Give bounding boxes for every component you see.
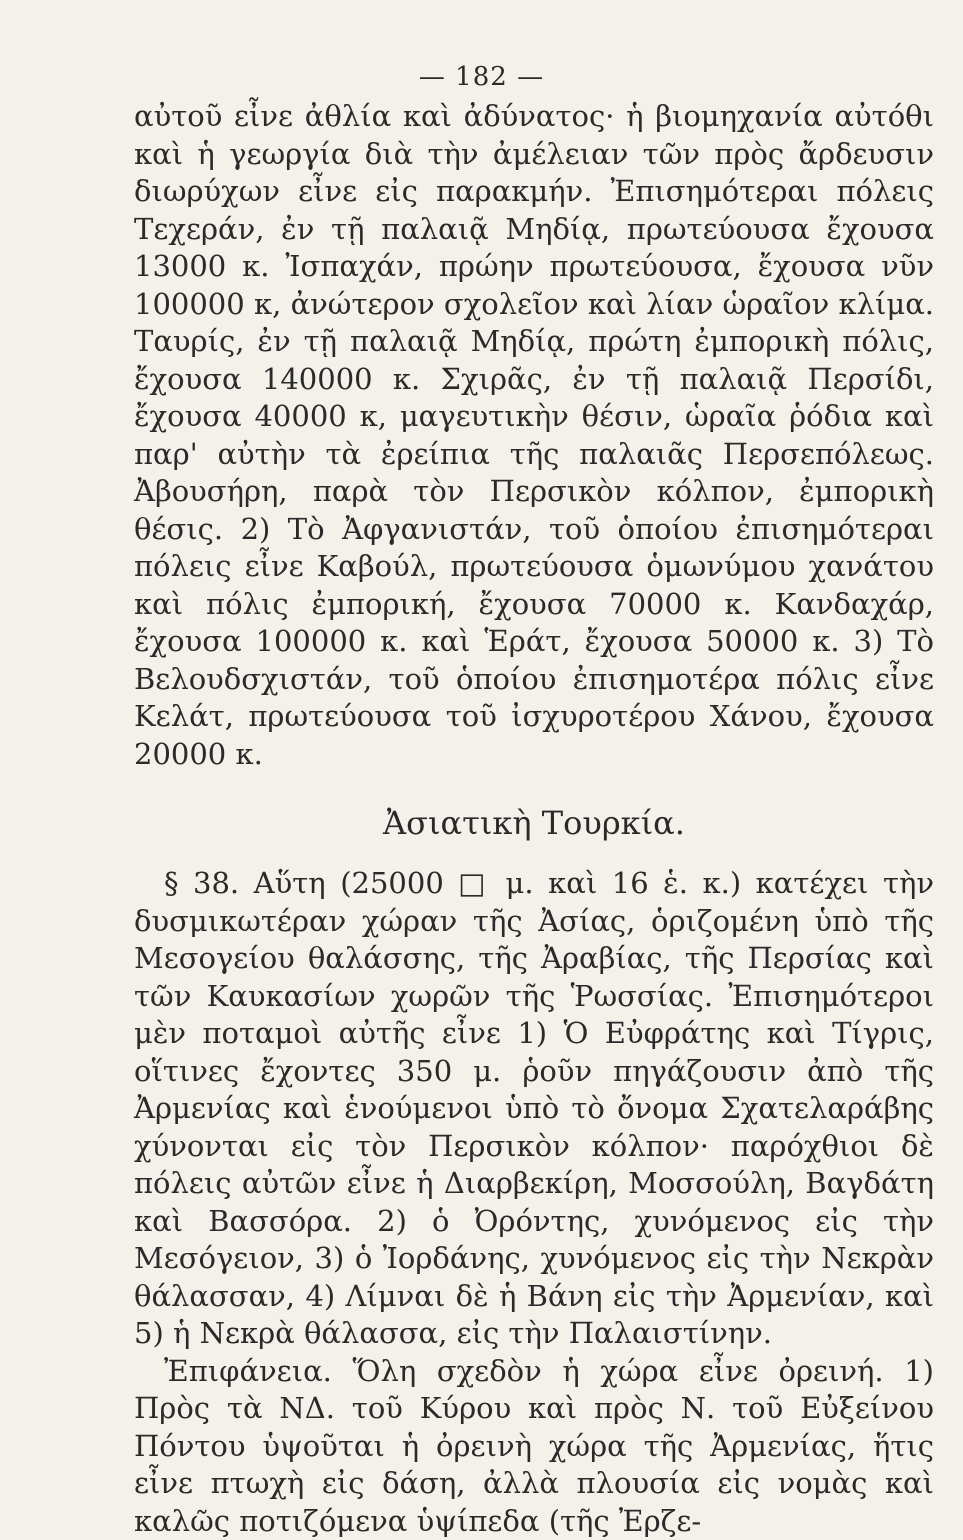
paragraph-1: αὐτοῦ εἶνε ἀθλία καὶ ἀδύνατος· ἡ βιομηχανία αὐτόθι καὶ ἡ γεωργία διὰ τὴν ἀμέλειαν τῶν πρὸς ἄρδευσιν διωρύχων εἶνε εἰς παρακμήν. Ἐπισημότεραι πόλεις Τεχεράν, ἐν τῇ παλαιᾷ Μηδίᾳ, πρωτεύουσα ἔχουσα 13000 κ. Ἰσπαχάν, πρώην πρωτεύουσα, ἔχουσα νῦν 100000 κ, ἀνώτερον σχολεῖον καὶ λίαν ὡραῖον κλίμα. Ταυρίς, ἐν τῇ παλαιᾷ Μηδίᾳ, πρώτη ἐμπορικὴ πόλις, ἔχουσα 140000 κ. Σχιρᾶς, ἐν τῇ παλαιᾷ Περσίδι, ἔχουσα 40000 κ, μαγευτικὴν θέσιν, ὡραῖα ῥόδια καὶ παρ' αὐτὴν τὰ ἐρείπια τῆς παλαιᾶς Περσεπόλεως. Ἀβουσήρη, παρὰ τὸν Περσικὸν κόλπον, ἐμπορικὴ θέσις. 2) Τὸ Ἀφγανιστάν, τοῦ ὁποίου ἐπισημότεραι πόλεις εἶνε Καβούλ, πρωτεύουσα ὁμωνύμου χανάτου καὶ πόλις ἐμπορική, ἔχουσα 70000 κ. Κανδαχάρ, ἔχουσα 100000 κ. καὶ Ἑράτ, ἔχουσα 50000 κ. 3) Τὸ Βελουδσχιστάν, τοῦ ὁποίου ἐπισημοτέρα πόλις εἶνε Κελάτ, πρωτεύουσα τοῦ ἰσχυροτέρου Χάνου, ἔχουσα 20000 κ.	[134, 98, 934, 773]
page-body	[134, 98, 934, 1540]
section-heading: Ἀσιατικὴ Τουρκία.	[134, 801, 934, 845]
paragraph-2: § 38. Αὕτη (25000 □ μ. καὶ 16 ἑ. κ.) κατέχει τὴν δυσμικωτέραν χώραν τῆς Ἀσίας, ὁριζομένη ὑπὸ τῆς Μεσογείου θαλάσσης, τῆς Ἀραβίας, τῆς Περσίας καὶ τῶν Καυκασίων χωρῶν τῆς Ῥωσσίας. Ἐπισημότεροι μὲν ποταμοὶ αὐτῆς εἶνε 1) Ὁ Εὐφράτης καὶ Τίγρις, οἵτινες ἔχοντες 350 μ. ῥοῦν πηγάζουσιν ἀπὸ τῆς Ἀρμενίας καὶ ἑνούμενοι ὑπὸ τὸ ὄνομα Σχατελαράβης χύνονται εἰς τὸν Περσικὸν κόλπον· παρόχθιοι δὲ πόλεις αὐτῶν εἶνε ἡ Διαρβεκίρη, Μοσσούλη, Βαγδάτη καὶ Βασσόρα. 2) ὁ Ὀρόντης, χυνόμενος εἰς τὴν Μεσόγειον, 3) ὁ Ἰορδάνης, χυνόμενος εἰς τὴν Νεκρὰν θάλασσαν, 4) Λίμναι δὲ ἡ Βάνη εἰς τὴν Ἀρμενίαν, καὶ 5) ἡ Νεκρὰ θάλασσα, εἰς τὴν Παλαιστίνην.	[134, 865, 934, 1353]
page-number: — 182 —	[0, 62, 963, 92]
paragraph-3: Ἐπιφάνεια. Ὅλη σχεδὸν ἡ χώρα εἶνε ὀρεινή. 1) Πρὸς τὰ ΝΔ. τοῦ Κύρου καὶ πρὸς Ν. τοῦ Εὐξείνου Πόντου ὑψοῦται ἡ ὀρεινὴ χώρα τῆς Ἀρμενίας, ἥτις εἶνε πτωχὴ εἰς δάση, ἀλλὰ πλουσία εἰς νομὰς καὶ καλῶς ποτιζόμενα ὑψίπεδα (τῆς Ἐρζε-	[134, 1353, 934, 1540]
